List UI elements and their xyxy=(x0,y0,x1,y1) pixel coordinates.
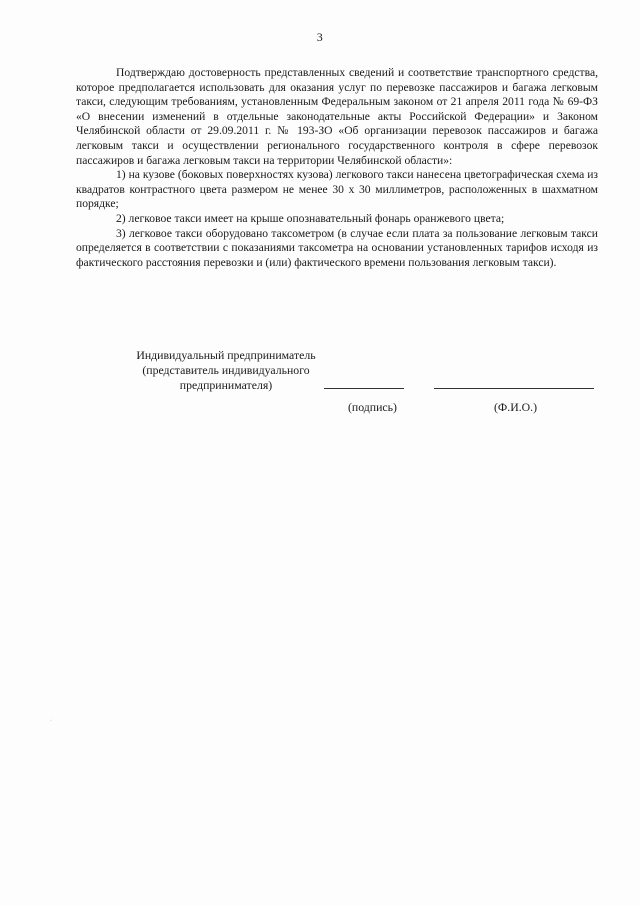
paragraph-requirement-1: 1) на кузове (боковых поверхностях кузова) легкового такси нанесена цветографическая схема из квадратов контрастного цвета размером не менее 30 x 30 миллиметров, расположенных в шахматном порядке; xyxy=(76,168,598,211)
role-line-2: (представитель индивидуального xyxy=(142,363,310,377)
declaration-text xyxy=(76,66,598,270)
entrepreneur-label xyxy=(76,348,376,393)
signature-caption: (подпись) xyxy=(348,400,397,414)
role-line-1: Индивидуальный предприниматель xyxy=(136,348,316,362)
role-line-3: предпринимателя) xyxy=(179,378,273,392)
signature-block xyxy=(76,348,598,428)
scan-speck: · xyxy=(50,718,52,724)
fio-caption: (Ф.И.О.) xyxy=(494,400,538,414)
page-number: 3 xyxy=(316,30,324,44)
signature-line xyxy=(324,388,404,389)
paragraph-requirement-2: 2) легковое такси имеет на крыше опознавательный фонарь оранжевого цвета; xyxy=(116,211,505,225)
fio-line xyxy=(434,388,594,389)
paragraph-requirement-3: 3) легковое такси оборудовано таксометром (в случае если плата за пользование легковым такси определяется в соответствии с показаниями таксометра на основании установленных тарифов исходя из фактического расстояния перевозки и (или) фактического времени пользования легковым такси). xyxy=(76,226,598,269)
paragraph-confirmation: Подтверждаю достоверность представленных сведений и соответствие транспортного средства, которое предполагается использовать для оказания услуг по перевозке пассажиров и багажа легковым такси, следующим требованиям, установленным Федеральным законом от 21 апреля 2011 года № 69-ФЗ «О внесении изменений в отдельные законодательные акты Российской Федерации» и Законом Челябинской области от 29.09.2011 г. № 193-ЗО «Об организации перевозок пассажиров и багажа легковым такси и осуществлении регионального государственного контроля в сфере перевозок пассажиров и багажа легковым такси на территории Челябинской области»: xyxy=(76,66,598,167)
